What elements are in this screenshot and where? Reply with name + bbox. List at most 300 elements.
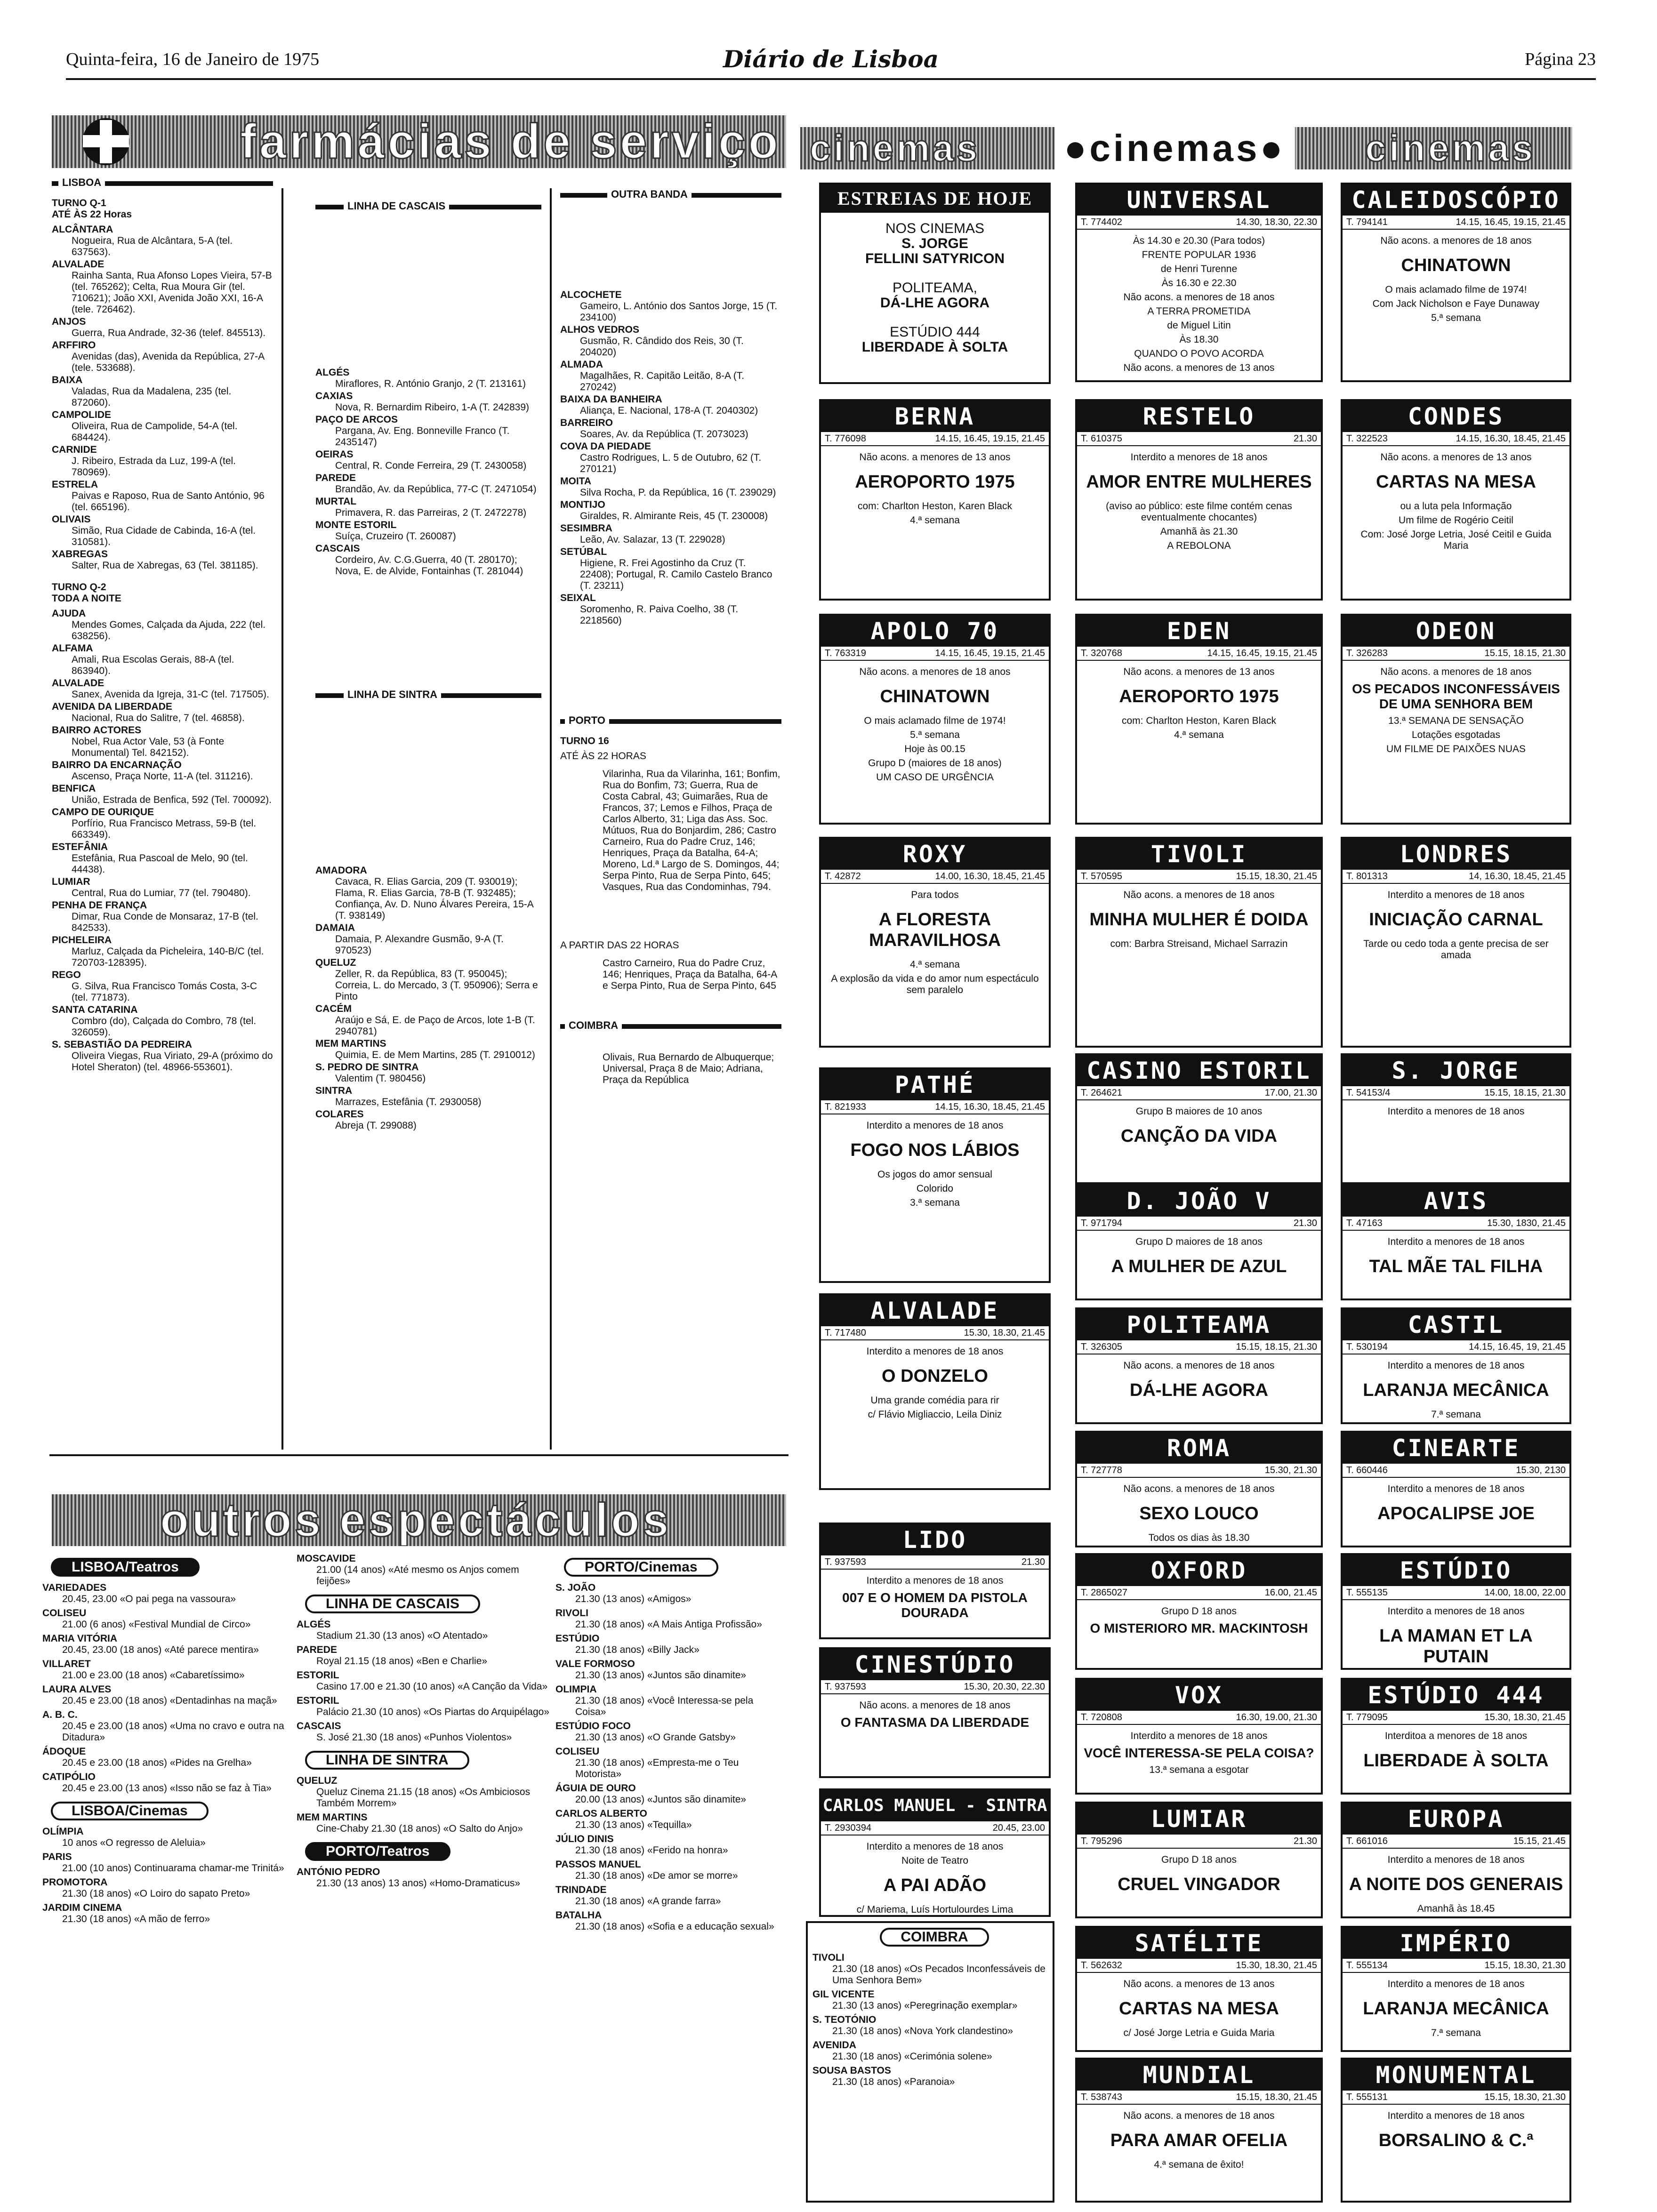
cinema-box: [1341, 1184, 1571, 1300]
cinema-note: 4.ª semana: [1174, 729, 1224, 740]
cinema-name: UNIVERSAL: [1077, 184, 1321, 216]
venue-name: MARIA VITÓRIA: [42, 1633, 118, 1644]
shows-col1: [42, 1553, 292, 1928]
film-title: AEROPORTO 1975: [855, 472, 1015, 492]
cinema-phone: T. 562632: [1081, 1960, 1122, 1971]
cinema-note: Não acons. a menores de 13 anos: [1123, 666, 1275, 677]
pharmacy-address: Nogueira, Rua de Alcântara, 5-A (tel. 637563).: [72, 235, 233, 257]
pharmacy-entry: [315, 1109, 541, 1131]
cinema-name: AVIS: [1343, 1186, 1569, 1217]
pharmacy-entry: [52, 760, 273, 782]
cinema-note: [1347, 1917, 1565, 1918]
pharmacy-entry: [315, 414, 541, 448]
cinema-phone-times: [821, 1821, 1049, 1835]
cinema-box: [1341, 1053, 1571, 1184]
venue-name: S. JOÃO: [555, 1582, 596, 1593]
pharmacy-address: Central, Rua do Lumiar, 77 (tel. 790480).: [72, 888, 251, 898]
show-entry: [555, 1721, 786, 1743]
cinema-box: [1075, 1553, 1323, 1670]
pharmacy-area: SETÚBAL: [560, 546, 607, 557]
pharmacy-entry: [52, 375, 273, 409]
porto-pharmacies-night: Castro Carneiro, Rua do Padre Cruz, 146; Henriques, Praça da Batalha, 64-A e Serpa Pinto, Rua de Serpa Pinto, 645: [603, 958, 777, 991]
show-entry: [42, 1877, 292, 1899]
pharmacy-entry: [560, 476, 781, 498]
cinema-note: 3.ª semana: [910, 1197, 960, 1208]
cinema-times: 14.15, 16.45, 19.15, 21.45: [935, 433, 1045, 444]
pharmacy-entry: [52, 701, 273, 724]
film-title: A PAI ADÃO: [883, 1875, 987, 1895]
cinema-note: Interdito a menores de 18 anos: [1387, 1106, 1525, 1117]
pharmacy-address: G. Silva, Rua Francisco Tomás Costa, 3-C (tel. 771873).: [72, 981, 257, 1003]
venue-name: COLISEU: [42, 1608, 87, 1619]
cinema-phone-times: [1343, 1959, 1569, 1973]
cinema-phone-times: [1343, 432, 1569, 446]
film-title: CARTAS NA MESA: [1376, 472, 1536, 492]
cinema-box: [1341, 1431, 1571, 1547]
show-details: Palácio 21.30 (10 anos) «Os Piartas do Arquipélago»: [316, 1707, 549, 1717]
show-details: 20.45 e 23.00 (13 anos) «Isso não se faz à Tia»: [62, 1783, 272, 1794]
film-title: AMOR ENTRE MULHERES: [1086, 472, 1312, 492]
pharmacy-area: MONTE ESTORIL: [315, 520, 397, 530]
cross-icon: [80, 117, 132, 166]
cinema-phone: T. 555134: [1346, 1960, 1388, 1971]
venue-name: S. TEOTÓNIO: [812, 2014, 877, 2025]
cinema-times: 14.15, 16.30, 18.45, 21.45: [935, 1102, 1045, 1112]
venue-name: JARDIM CINEMA: [42, 1902, 122, 1913]
cinema-times: 14.15, 16.30, 18.45, 21.45: [1456, 433, 1566, 444]
cinema-phone: T. 801313: [1346, 871, 1388, 882]
venue-name: ALGÉS: [297, 1619, 331, 1630]
cinema-note: Interdito a menores de 18 anos: [1130, 1731, 1268, 1741]
cinema-phone-times: [1343, 1835, 1569, 1849]
show-details: 21.30 (13 anos) «Amigos»: [575, 1594, 692, 1604]
pharmacy-address: Abreja (T. 299088): [335, 1120, 417, 1131]
show-details: 10 anos «O regresso de Aleluia»: [62, 1837, 206, 1848]
pharmacy-area: PAÇO DE ARCOS: [315, 414, 398, 425]
cinema-note: Não acons. a menores de 18 anos: [859, 666, 1011, 677]
cinema-phone: T. 776098: [825, 433, 866, 444]
cinema-times: 17.00, 21.30: [1264, 1088, 1317, 1098]
pharmacy-area: ALCOCHETE: [560, 289, 622, 300]
show-details: Queluz Cinema 21.15 (18 anos) «Os Ambiciosos Também Morrem»: [316, 1787, 531, 1809]
pharmacy-entry: [52, 444, 273, 478]
cinema-note: Interdito a menores de 18 anos: [1387, 890, 1525, 900]
cinema-times: 15.30, 2130: [1516, 1465, 1566, 1475]
cinema-phone-times: [821, 1326, 1049, 1340]
cinema-phone: T. 2930394: [825, 1823, 871, 1833]
cinema-box: [1341, 2058, 1571, 2203]
cinema-note: 7.ª semana: [1431, 2028, 1481, 2038]
pharmacy-area: ANJOS: [52, 316, 86, 327]
page-header: [66, 45, 1596, 80]
cinema-box: [819, 1523, 1051, 1639]
cinema-box: [1075, 1431, 1323, 1547]
pharmacy-area: AVENIDA DA LIBERDADE: [52, 701, 172, 712]
show-details: Royal 21.15 (18 anos) «Ben e Charlie»: [316, 1656, 488, 1667]
cinema-name: APOLO 70: [821, 616, 1049, 647]
pharmacy-entry: [560, 394, 781, 417]
cinema-times: 21.30: [1293, 433, 1317, 444]
cinema-note: Os jogos do amor sensual: [877, 1169, 992, 1180]
cinema-box: [819, 399, 1051, 601]
cinema-note: Não acons. a menores de 18 anos: [859, 1700, 1011, 1711]
cinema-phone: T. 555135: [1346, 1587, 1388, 1598]
pharmacy-entry: [52, 514, 273, 548]
pharmacy-address: Valadas, Rua da Madalena, 235 (tel. 872060).: [72, 386, 232, 408]
pharmacy-address: Oliveira Viegas, Rua Viriato, 29-A (próximo do Hotel Sheraton) (tel. 48966-553601).: [72, 1050, 273, 1073]
cinema-phone-times: [821, 1680, 1049, 1694]
cinema-phone-times: [1343, 2091, 1569, 2105]
cinema-name: S. JORGE: [1343, 1055, 1569, 1086]
cinema-phone-times: [1077, 1464, 1321, 1478]
cinema-note: Não acons. a menores de 18 anos: [1123, 292, 1275, 303]
show-details: 20.45, 23.00 (18 anos) «Até parece mentira»: [62, 1644, 259, 1655]
pharmacy-area: CACÉM: [315, 1003, 352, 1014]
pharmacy-area: MOITA: [560, 476, 592, 487]
cinema-box: [1341, 1307, 1571, 1424]
venue-name: TRINDADE: [555, 1884, 607, 1895]
cinema-content: [1077, 2105, 1321, 2176]
cinema-times: 21.30: [1021, 1557, 1045, 1567]
page-number: Página 23: [1525, 49, 1596, 69]
cinema-note: Interdito a menores de 18 anos: [866, 1120, 1004, 1131]
cinema-name: MUNDIAL: [1077, 2060, 1321, 2091]
pharmacy-address: Dimar, Rua Conde de Monsaraz, 17-B (tel. 842533).: [72, 911, 258, 933]
pharmacy-address: Damaia, P. Alexandre Gusmão, 9-A (T. 970523): [335, 934, 504, 956]
cinema-note: de Henri Turenne: [1160, 264, 1238, 274]
cinema-phone: T. 610375: [1081, 433, 1122, 444]
pharmacy-entry: [52, 340, 273, 374]
pharmacy-address: Suíça, Cruzeiro (T. 260087): [335, 531, 456, 542]
cinema-content: [1077, 1354, 1321, 1412]
pharmacy-address: Simão, Rua Cidade de Cabinda, 16-A (tel. 310581).: [72, 525, 256, 547]
porto-teatros-header: PORTO/Teatros: [305, 1842, 450, 1861]
cinema-content: [1077, 661, 1321, 746]
show-details: 21.30 (18 anos) «Nova York clandestino»: [832, 2026, 1014, 2036]
cinema-box: [1341, 183, 1571, 382]
cinema-note: Não acons. a menores de 18 anos: [1123, 2110, 1275, 2121]
pharmacy-entry: [315, 922, 541, 956]
show-details: 21.30 (18 anos) «Billy Jack»: [575, 1644, 700, 1655]
cinema-name: PATHÉ: [821, 1069, 1049, 1100]
cinema-times: 20.45, 23.00: [992, 1823, 1045, 1833]
pharmacy-address: Amali, Rua Escolas Gerais, 88-A (tel. 863940).: [72, 654, 234, 676]
pharmacy-entry: [315, 543, 541, 577]
venue-name: ESTORIL: [297, 1670, 339, 1681]
pharmacy-area: DAMAIA: [315, 922, 355, 933]
pharmacy-address: J. Ribeiro, Estrada da Luz, 199-A (tel. 780969).: [72, 456, 236, 478]
cinema-note: Não acons. a menores de 18 anos: [1123, 1483, 1275, 1494]
shows-col2: [297, 1553, 551, 1892]
show-details: 21.30 (13 anos) «O Grande Gatsby»: [575, 1732, 736, 1743]
pharmacy-entry: [315, 449, 541, 472]
film-title: CARTAS NA MESA: [1119, 1999, 1279, 2019]
venue-name: MEM MARTINS: [297, 1812, 368, 1823]
cinema-name: ODEON: [1343, 616, 1569, 647]
cinema-content: [1343, 1100, 1569, 1123]
cinema-content: [1077, 1231, 1321, 1288]
cinema-times: 15.15, 18.30, 21.45: [1236, 2092, 1317, 2102]
cinema-box: [1075, 1678, 1323, 1795]
pharmacy-address: Avenidas (das), Avenida da República, 27-A (tele. 533688).: [72, 351, 264, 373]
pharmacy-address: Valentim (T. 980456): [335, 1073, 426, 1084]
show-details: 20.45 e 23.00 (18 anos) «Dentadinhas na maçã»: [62, 1695, 277, 1706]
film-title: OS PECADOS INCONFESSÁVEIS DE UMA SENHORA BEM: [1352, 681, 1560, 711]
cinema-times: 15.30, 20.30, 22.30: [964, 1682, 1045, 1692]
show-entry: [297, 1775, 551, 1809]
cinema-content: [1343, 1725, 1569, 1782]
cinema-phone-times: [1077, 2091, 1321, 2105]
cinema-note: Não acons. a menores de 18 anos: [1380, 666, 1532, 677]
pharmacy-entry: [315, 1085, 541, 1108]
cinema-phone-times: [1077, 1711, 1321, 1725]
show-entry: [42, 1582, 292, 1605]
cinema-box: [1075, 837, 1323, 1048]
sintra-header: LINHA DE SINTRA: [305, 1751, 469, 1770]
show-details: S. José 21.30 (18 anos) «Punhos Violentos»: [316, 1732, 512, 1743]
show-entry: [297, 1644, 551, 1667]
film-title: O FANTASMA DA LIBERDADE: [840, 1715, 1030, 1730]
cinema-phone: T. 794141: [1346, 217, 1388, 227]
section-sintra: LINHA DE SINTRA: [315, 689, 541, 702]
cinema-note: Não acons. a menores de 13 anos: [859, 452, 1011, 463]
show-details: 21.00 (6 anos) «Festival Mundial de Circo»: [62, 1619, 251, 1630]
cinema-content: [1343, 661, 1569, 761]
pharmacy-entry: [315, 496, 541, 519]
cinema-box: [1341, 1553, 1571, 1670]
cinema-phone: T. 779095: [1346, 1712, 1388, 1723]
cinema-phone-times: [1077, 870, 1321, 884]
cinema-phone-times: [821, 870, 1049, 884]
venue-name: VILLARET: [42, 1659, 91, 1669]
show-entry: [555, 1608, 786, 1630]
venue-name: CASCAIS: [297, 1721, 341, 1731]
film-title: 007 E O HOMEM DA PISTOLA DOURADA: [842, 1590, 1028, 1620]
cinema-phone-times: [1077, 1586, 1321, 1600]
cinema-name: CASTIL: [1343, 1309, 1569, 1340]
cinema-box: [1341, 1802, 1571, 1918]
section-coimbra: COIMBRA: [560, 1020, 781, 1033]
cinema-note: Interdito a menores de 18 anos: [866, 1575, 1004, 1586]
film-title: CHINATOWN: [880, 687, 990, 706]
pharmacy-area: XABREGAS: [52, 549, 108, 560]
show-entry: [42, 1826, 292, 1849]
venue-name: TIVOLI: [812, 1952, 845, 1963]
cinema-box: [1075, 1053, 1323, 1184]
pharmacy-entry: [52, 725, 273, 759]
cinema-note: de Miguel Litin: [1167, 320, 1231, 331]
cinema-phone-times: [1077, 1959, 1321, 1973]
pharmacy-area: PENHA DE FRANÇA: [52, 900, 147, 911]
cinema-note: Não acons. a menores de 18 anos: [1123, 1360, 1275, 1371]
show-entry: [812, 1952, 1048, 1986]
show-details: Cine-Chaby 21.30 (18 anos) «O Salto do Anjo»: [316, 1823, 523, 1834]
cinema-note: c/ Flávio Migliaccio, Leila Diniz: [868, 1409, 1002, 1420]
cinema-note: Grupo D 18 anos: [1161, 1606, 1237, 1617]
pharmacy-address: Pargana, Av. Eng. Bonneville Franco (T. 2435147): [335, 425, 510, 448]
pharmacy-area: BAIRRO ACTORES: [52, 725, 142, 736]
cinema-phone: T. 326305: [1081, 1342, 1122, 1352]
cinema-box: [1341, 399, 1571, 601]
film-title: MINHA MULHER É DOIDA: [1089, 910, 1309, 930]
horizontal-rule: [49, 1454, 788, 1456]
cinema-box: [819, 837, 1051, 1048]
pharmacy-area: BAIRRO DA ENCARNAÇÃO: [52, 760, 182, 770]
cinema-name: OXFORD: [1077, 1555, 1321, 1586]
pharmacy-entry: [315, 520, 541, 542]
venue-name: PARIS: [42, 1851, 72, 1862]
cinema-note: com: Charlton Heston, Karen Black: [858, 501, 1012, 512]
cinema-phone-times: [1077, 647, 1321, 661]
cinema-note: 5.ª semana: [1431, 313, 1481, 323]
cascais-header: LINHA DE CASCAIS: [305, 1595, 480, 1613]
cinema-name: POLITEAMA: [1077, 1309, 1321, 1340]
cinema-phone-times: [1343, 1711, 1569, 1725]
cinema-phone: T. 54153/4: [1346, 1088, 1391, 1098]
cinema-phone: T. 538743: [1081, 2092, 1122, 2102]
pharmacy-address: Soares, Av. da República (T. 2073023): [580, 429, 748, 440]
pharmacy-area: PAREDE: [315, 473, 356, 483]
cinema-name: CALEIDOSCÓPIO: [1343, 184, 1569, 216]
pharmacy-address: Marluz, Calçada da Picheleira, 140-B/C (tel. 720703-128395).: [72, 946, 264, 968]
show-entry: [42, 1709, 292, 1743]
masthead: Diário de Lisboa: [723, 45, 939, 73]
venue-name: OLÍMPIA: [42, 1826, 84, 1837]
cinema-content: [1343, 1849, 1569, 1918]
pharmacy-entry: [315, 473, 541, 495]
show-details: 20.45, 23.00 «O pai pega na vassoura»: [62, 1594, 236, 1604]
pharmacy-area: SESIMBRA: [560, 523, 612, 534]
pharmacy-address: Paivas e Raposo, Rua de Santo António, 96 (tel. 665196).: [72, 490, 265, 513]
cinema-name: TIVOLI: [1077, 839, 1321, 870]
coimbra-cinemas-box: [806, 1921, 1054, 2203]
show-details: 20.45 e 23.00 (18 anos) «Uma no cravo e outra na Ditadura»: [62, 1721, 284, 1743]
pharmacy-entry: [560, 359, 781, 393]
porto-cinemas-header: PORTO/Cinemas: [564, 1558, 718, 1577]
pharmacy-address: Brandão, Av. da República, 77-C (T. 2471054): [335, 484, 537, 495]
cinema-content: [1343, 1478, 1569, 1535]
show-entry: [555, 1859, 786, 1882]
show-entry: [812, 2014, 1048, 2037]
cinema-content: [1343, 1231, 1569, 1288]
cinema-name: EUROPA: [1343, 1803, 1569, 1835]
pharmacy-address: Silva Rocha, P. da República, 16 (T. 239029): [580, 487, 776, 498]
show-details: 21.30 (18 anos) «Você Interessa-se pela Coisa»: [575, 1695, 754, 1717]
cinema-name: BERNA: [821, 401, 1049, 432]
venue-name: VALE FORMOSO: [555, 1659, 635, 1669]
cinema-times: 14.30, 18.30, 22.30: [1236, 217, 1317, 227]
pharmacy-entry: [52, 1004, 273, 1038]
show-entry: [42, 1771, 292, 1794]
pharmacy-area: ARFFIRO: [52, 340, 96, 351]
cinema-content: [1343, 230, 1569, 329]
pharmacy-address: Araújo e Sá, E. de Paço de Arcos, lote 1-B (T. 2940781): [335, 1015, 535, 1037]
film-title: A MULHER DE AZUL: [1111, 1257, 1287, 1276]
pharmacy-area: COLARES: [315, 1109, 364, 1120]
shows-col3: [555, 1553, 786, 1935]
pharmacy-area: MURTAL: [315, 496, 357, 507]
cinema-name: ALVALADE: [821, 1295, 1049, 1326]
cinema-note: Não acons. a menores de 13 anos: [1123, 1979, 1275, 1989]
cinema-note: Grupo B maiores de 10 anos: [1135, 1106, 1263, 1117]
cinema-box: [1075, 2058, 1323, 2203]
cinema-times: 15.15, 18.15, 21.30: [1484, 1088, 1566, 1098]
show-entry: [555, 1808, 786, 1831]
cinema-box: [1341, 614, 1571, 825]
venue-name: CARLOS ALBERTO: [555, 1808, 647, 1819]
pharmacy-entry: [560, 417, 781, 440]
cinema-phone-times: [1343, 1086, 1569, 1100]
coimbra-header: COIMBRA: [880, 1928, 989, 1947]
cinema-note: com: Charlton Heston, Karen Black: [1122, 715, 1276, 726]
venue-name: ÁGUIA DE OURO: [555, 1783, 636, 1794]
cinema-name: CINEARTE: [1343, 1433, 1569, 1464]
pharmacy-address: Gameiro, L. António dos Santos Jorge, 15 (T. 234100): [580, 301, 778, 323]
pharmacy-area: S. SEBASTIÃO DA PEDREIRA: [52, 1039, 192, 1050]
cinema-phone-times: [1077, 432, 1321, 446]
cinema-name: RESTELO: [1077, 401, 1321, 432]
cinema-note: Às 18.30: [1179, 334, 1219, 345]
cinema-phone-times: [821, 1555, 1049, 1570]
cinema-note: Interdito a menores de 18 anos: [1387, 1606, 1525, 1617]
cinema-phone: T. 971794: [1081, 1218, 1122, 1228]
venue-name: ESTÚDIO FOCO: [555, 1721, 631, 1731]
show-details: 21.30 (13 anos) «Juntos são dinamite»: [575, 1670, 747, 1681]
pharmacy-entry: [315, 1038, 541, 1061]
pharmacy-area: SINTRA: [315, 1085, 353, 1096]
cinema-phone: T. 937593: [825, 1682, 866, 1692]
venue-name: LAURA ALVES: [42, 1684, 112, 1695]
cinema-note: 5.ª semana: [910, 729, 960, 740]
cinema-note: Interdito a menores de 18 anos: [1387, 1483, 1525, 1494]
show-details: 20.45 e 23.00 (18 anos) «Pides na Grelha»: [62, 1757, 252, 1768]
cinema-phone: T. 937593: [825, 1557, 866, 1567]
film-title: CANÇÃO DA VIDA: [1120, 1126, 1278, 1146]
show-entry: MOSCAVIDE 21.00 (14 anos) «Até mesmo os Anjos comem feijões»: [297, 1553, 519, 1587]
pharmacy-entry: [52, 549, 273, 571]
cinema-content: [821, 1835, 1049, 1917]
pharmacy-area: OEIRAS: [315, 449, 354, 460]
show-details: 21.30 (18 anos) «A Mais Antiga Profissão»: [575, 1619, 762, 1630]
cinema-box: [819, 1293, 1051, 1490]
cinema-times: 15.30, 21.30: [1264, 1465, 1317, 1475]
pharmacy-address: União, Estrada de Benfica, 592 (Tel. 700092).: [72, 794, 272, 805]
cinema-content: [1343, 1354, 1569, 1424]
show-details: Stadium 21.30 (13 anos) «O Atentado»: [316, 1630, 488, 1641]
venue-name: ÁDOQUE: [42, 1746, 86, 1757]
cinema-phone-times: [1343, 1340, 1569, 1354]
section-lisboa: LISBOA: [52, 177, 273, 190]
cinema-times: 15.15, 21.45: [1513, 1836, 1566, 1846]
issue-date: Quinta-feira, 16 de Janeiro de 1975: [66, 49, 320, 69]
venue-name: JÚLIO DINIS: [555, 1834, 614, 1844]
cinema-note: UM CASO DE URGÊNCIA: [876, 772, 994, 783]
lisboa-cinemas-header: LISBOA/Cinemas: [51, 1802, 209, 1820]
venue-name: PROMOTORA: [42, 1877, 108, 1888]
cinema-phone-times: [1077, 216, 1321, 230]
other-shows-title: outros espectáculos: [160, 1494, 672, 1546]
cinema-times: 15.15, 18.15, 21.30: [1484, 648, 1566, 658]
cinema-name: ESTÚDIO: [1343, 1555, 1569, 1586]
pharmacy-entry: [560, 523, 781, 545]
pharmacy-entry: [52, 224, 273, 258]
cinemas-banner: cinemas ●cinemas● cinemas: [800, 127, 1572, 169]
pharmacy-area: ALGÉS: [315, 367, 350, 378]
film-title: INICIAÇÃO CARNAL: [1369, 910, 1543, 930]
cinema-note: Noite de Teatro: [901, 1855, 969, 1866]
pharmacy-entry: [52, 316, 273, 339]
show-entry: [812, 1989, 1048, 2012]
